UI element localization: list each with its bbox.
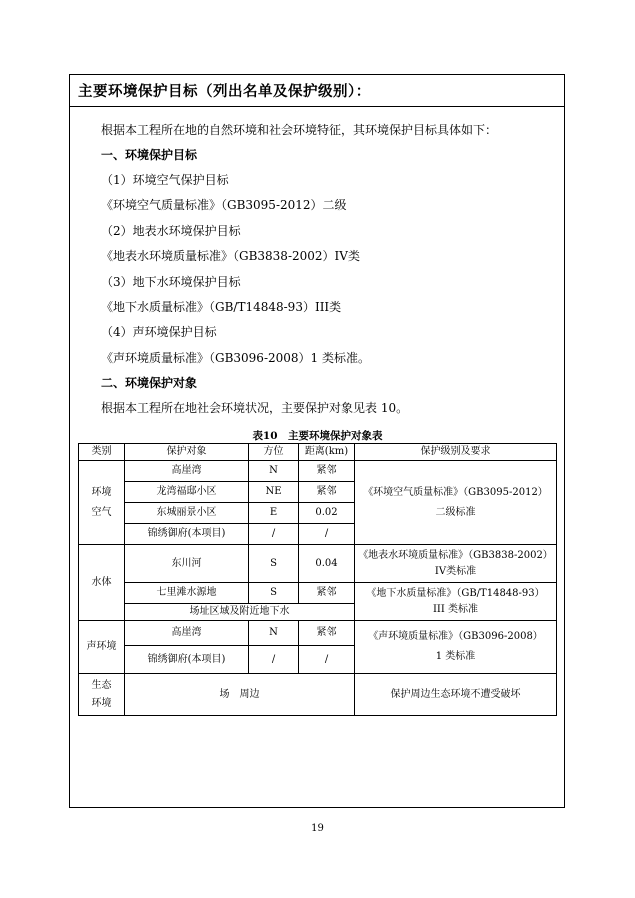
object-name: 东川河 bbox=[125, 545, 249, 583]
object-distance: / bbox=[299, 524, 355, 545]
groundwater-standard: 《地下水质量标准》（GB/T14848-93）III类 bbox=[101, 300, 342, 314]
heading-divider bbox=[69, 106, 565, 107]
header-distance: 距离(km) bbox=[299, 444, 355, 461]
object-direction: S bbox=[249, 583, 299, 604]
noise-standard: 《声环境质量标准》（GB3096-2008）1 类标准。 bbox=[101, 351, 370, 365]
object-name: 龙湾福邸小区 bbox=[125, 482, 249, 503]
object-direction: / bbox=[249, 524, 299, 545]
table-row bbox=[79, 621, 557, 646]
item-groundwater-target: （3）地下水环境保护目标 bbox=[101, 275, 241, 289]
object-distance: 紧邻 bbox=[299, 583, 355, 604]
object-name: 锦绣御府(本项目) bbox=[125, 524, 249, 545]
requirement-air: 《环境空气质量标准》（GB3095-2012）二级标准 bbox=[355, 461, 557, 545]
category-water: 水体 bbox=[79, 545, 125, 621]
table-header-row bbox=[79, 444, 557, 461]
category-air: 环境 空气 bbox=[79, 461, 125, 545]
object-direction: E bbox=[249, 503, 299, 524]
object-ecology: 场 周边 bbox=[125, 674, 355, 716]
header-object: 保护对象 bbox=[125, 444, 249, 461]
table-row bbox=[79, 545, 557, 583]
object-distance: 0.02 bbox=[299, 503, 355, 524]
object-direction: N bbox=[249, 461, 299, 482]
object-name: 东城丽景小区 bbox=[125, 503, 249, 524]
table-row bbox=[79, 674, 557, 716]
object-groundwater: 场址区域及附近地下水 bbox=[125, 604, 355, 621]
intro-paragraph: 根据本工程所在地的自然环境和社会环境特征，其环境保护目标具体如下： bbox=[101, 123, 498, 137]
requirement-groundwater: 《地下水质量标准》（GB/T14848-93） III 类标准 bbox=[355, 583, 557, 621]
item-noise-target: （4）声环境保护目标 bbox=[101, 325, 217, 339]
category-noise: 声环境 bbox=[79, 621, 125, 674]
object-distance: 紧邻 bbox=[299, 621, 355, 646]
requirement-surface-water: 《地表水环境质量标准》（GB3838-2002） IV类标准 bbox=[355, 545, 557, 583]
page-number: 19 bbox=[311, 823, 324, 834]
object-name: 高崖湾 bbox=[125, 621, 249, 646]
object-direction: / bbox=[249, 646, 299, 674]
object-direction: N bbox=[249, 621, 299, 646]
item-air-target: （1）环境空气保护目标 bbox=[101, 173, 229, 187]
object-distance: 0.04 bbox=[299, 545, 355, 583]
section-heading: 主要环境保护目标（列出名单及保护级别）： bbox=[78, 84, 371, 100]
header-requirement: 保护级别及要求 bbox=[355, 444, 557, 461]
header-direction: 方位 bbox=[249, 444, 299, 461]
table-row bbox=[79, 461, 557, 482]
category-ecology: 生态 环境 bbox=[79, 674, 125, 716]
surface-water-standard: 《地表水环境质量标准》（GB3838-2002）IV类 bbox=[101, 249, 360, 263]
table-row bbox=[79, 583, 557, 604]
object-distance: 紧邻 bbox=[299, 482, 355, 503]
object-name: 七里滩水源地 bbox=[125, 583, 249, 604]
object-distance: 紧邻 bbox=[299, 461, 355, 482]
header-category: 类别 bbox=[79, 444, 125, 461]
object-name: 高崖湾 bbox=[125, 461, 249, 482]
table-caption: 表10 主要环境保护对象表 bbox=[252, 430, 383, 442]
requirement-ecology: 保护周边生态环境不遭受破坏 bbox=[355, 674, 557, 716]
object-distance: / bbox=[299, 646, 355, 674]
subheading-protection-objects: 二、环境保护对象 bbox=[101, 376, 198, 390]
requirement-noise: 《声环境质量标准》（GB3096-2008） 1 类标准 bbox=[355, 621, 557, 674]
objects-paragraph: 根据本工程所在地社会环境状况，主要保护对象见表 10。 bbox=[101, 401, 409, 415]
object-direction: NE bbox=[249, 482, 299, 503]
item-surface-water-target: （2）地表水环境保护目标 bbox=[101, 224, 241, 238]
object-direction: S bbox=[249, 545, 299, 583]
air-standard: 《环境空气质量标准》（GB3095-2012）二级 bbox=[101, 198, 347, 212]
object-name: 锦绣御府(本项目) bbox=[125, 646, 249, 674]
protection-objects-table bbox=[78, 443, 557, 716]
subheading-protection-targets: 一、环境保护目标 bbox=[101, 148, 198, 162]
